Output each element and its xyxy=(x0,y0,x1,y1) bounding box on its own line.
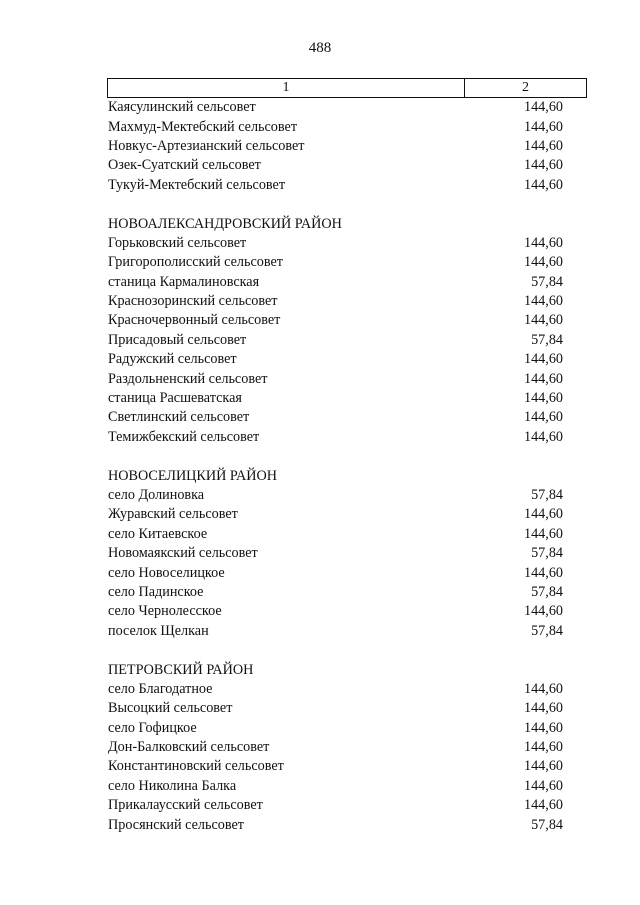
table-row xyxy=(108,505,563,524)
table-row xyxy=(108,117,563,136)
table-row xyxy=(108,738,563,757)
rate-value: 57,84 xyxy=(531,622,563,639)
settlement-name: село Благодатное xyxy=(108,680,213,697)
rate-value: 57,84 xyxy=(531,273,563,290)
rate-value: 144,60 xyxy=(523,157,563,174)
rate-value: 144,60 xyxy=(523,254,563,271)
table-row xyxy=(108,602,563,621)
table-row xyxy=(108,369,563,388)
settlement-name: Просянский сельсовет xyxy=(108,816,244,833)
rate-value: 57,84 xyxy=(531,331,563,348)
table-row xyxy=(108,622,563,641)
table-row xyxy=(108,777,563,796)
rate-value: 144,60 xyxy=(523,719,563,736)
settlement-name: Новкус-Артезианский сельсовет xyxy=(108,137,305,154)
settlement-name: Журавский сельсовет xyxy=(108,506,238,523)
table-row xyxy=(108,757,563,776)
settlement-name: Тукуй-Мектебский сельсовет xyxy=(108,176,286,193)
settlement-name: Озек-Суатский сельсовет xyxy=(108,157,261,174)
settlement-name: Присадовый сельсовет xyxy=(108,331,247,348)
table-row xyxy=(108,137,563,156)
table-row xyxy=(108,273,563,292)
table-row xyxy=(108,176,563,195)
settlement-name: Горьковский сельсовет xyxy=(108,234,247,251)
settlement-name: село Новоселицкое xyxy=(108,564,225,581)
table-row xyxy=(108,311,563,330)
table-row xyxy=(108,815,563,834)
settlement-name: Прикалаусский сельсовет xyxy=(108,797,263,814)
rate-value: 144,60 xyxy=(523,118,563,135)
rate-value: 144,60 xyxy=(523,564,563,581)
rate-value: 57,84 xyxy=(531,545,563,562)
table-body xyxy=(108,98,563,835)
settlement-name: село Китаевское xyxy=(108,525,208,542)
rate-value: 144,60 xyxy=(523,428,563,445)
rate-value: 57,84 xyxy=(531,583,563,600)
rate-value: 144,60 xyxy=(523,758,563,775)
table-row xyxy=(108,350,563,369)
rate-value: 144,60 xyxy=(523,370,563,387)
page-number: 488 xyxy=(308,40,332,56)
settlement-name: село Падинское xyxy=(108,583,204,600)
settlement-name: село Долиновка xyxy=(108,487,205,503)
rate-value: 144,60 xyxy=(523,680,563,697)
settlement-name: село Чернолесское xyxy=(108,603,222,620)
rate-value: 144,60 xyxy=(523,700,563,717)
table-header xyxy=(107,78,587,98)
header-column-2: 2 xyxy=(522,80,529,95)
rate-value: 144,60 xyxy=(523,409,563,426)
rate-value: 144,60 xyxy=(523,176,563,193)
rate-value: 57,84 xyxy=(531,816,563,833)
settlement-name: Светлинский сельсовет xyxy=(108,409,250,426)
table-row xyxy=(108,253,563,272)
rate-value: 57,84 xyxy=(531,487,563,503)
rate-value: 144,60 xyxy=(523,312,563,329)
settlement-name: Радужский сельсовет xyxy=(108,351,237,368)
rate-value: 144,60 xyxy=(523,603,563,620)
settlement-name: Темижбекский сельсовет xyxy=(108,428,260,445)
table-row xyxy=(108,428,563,447)
table-row xyxy=(108,680,563,699)
rate-value: 144,60 xyxy=(523,234,563,251)
rate-value: 144,60 xyxy=(523,525,563,542)
rate-value: 144,60 xyxy=(523,739,563,756)
table-row xyxy=(108,699,563,718)
table-row xyxy=(108,331,563,350)
table-row xyxy=(108,408,563,427)
settlement-name: поселок Щелкан xyxy=(108,622,209,639)
rate-value: 144,60 xyxy=(523,797,563,814)
section-spacer xyxy=(108,447,563,466)
settlement-name: Махмуд-Мектебский сельсовет xyxy=(108,118,298,135)
district-heading: НОВОСЕЛИЦКИЙ РАЙОН xyxy=(108,467,277,484)
table-row xyxy=(108,98,563,117)
settlement-name: село Николина Балка xyxy=(108,777,237,794)
table-row xyxy=(108,563,563,582)
settlement-name: Григорополисский сельсовет xyxy=(108,254,283,271)
settlement-name: Высоцкий сельсовет xyxy=(108,700,233,717)
section-spacer xyxy=(108,641,563,660)
rate-value: 144,60 xyxy=(523,506,563,523)
settlement-name: станица Кармалиновская xyxy=(108,273,260,290)
rate-value: 144,60 xyxy=(523,390,563,407)
table-row xyxy=(108,796,563,815)
settlement-name: Краснозоринский сельсовет xyxy=(108,293,278,310)
district-heading: НОВОАЛЕКСАНДРОВСКИЙ РАЙОН xyxy=(108,215,342,232)
rate-value: 144,60 xyxy=(523,99,563,116)
settlement-name: Красночервонный сельсовет xyxy=(108,312,281,329)
table-row xyxy=(108,525,563,544)
settlement-name: Новомаякский сельсовет xyxy=(108,545,258,562)
table-row xyxy=(108,292,563,311)
settlement-name: Раздольненский сельсовет xyxy=(108,370,268,387)
rate-value: 144,60 xyxy=(523,137,563,154)
settlement-name: Каясулинский сельсовет xyxy=(108,99,256,116)
settlement-name: Константиновский сельсовет xyxy=(108,758,284,775)
settlement-name: станица Расшеватская xyxy=(108,390,242,407)
rate-value: 144,60 xyxy=(523,293,563,310)
table-row xyxy=(108,234,563,253)
table-row xyxy=(108,583,563,602)
settlement-name: село Гофицкое xyxy=(108,719,197,736)
header-column-1: 1 xyxy=(108,79,465,97)
table-row xyxy=(108,719,563,738)
table-row xyxy=(108,544,563,563)
table-row xyxy=(108,156,563,175)
table-row xyxy=(108,486,563,505)
table-row xyxy=(108,389,563,408)
rate-value: 144,60 xyxy=(523,351,563,368)
rate-value: 144,60 xyxy=(523,777,563,794)
settlement-name: Дон-Балковский сельсовет xyxy=(108,739,270,756)
district-heading: ПЕТРОВСКИЙ РАЙОН xyxy=(108,661,254,678)
section-spacer xyxy=(108,195,563,214)
